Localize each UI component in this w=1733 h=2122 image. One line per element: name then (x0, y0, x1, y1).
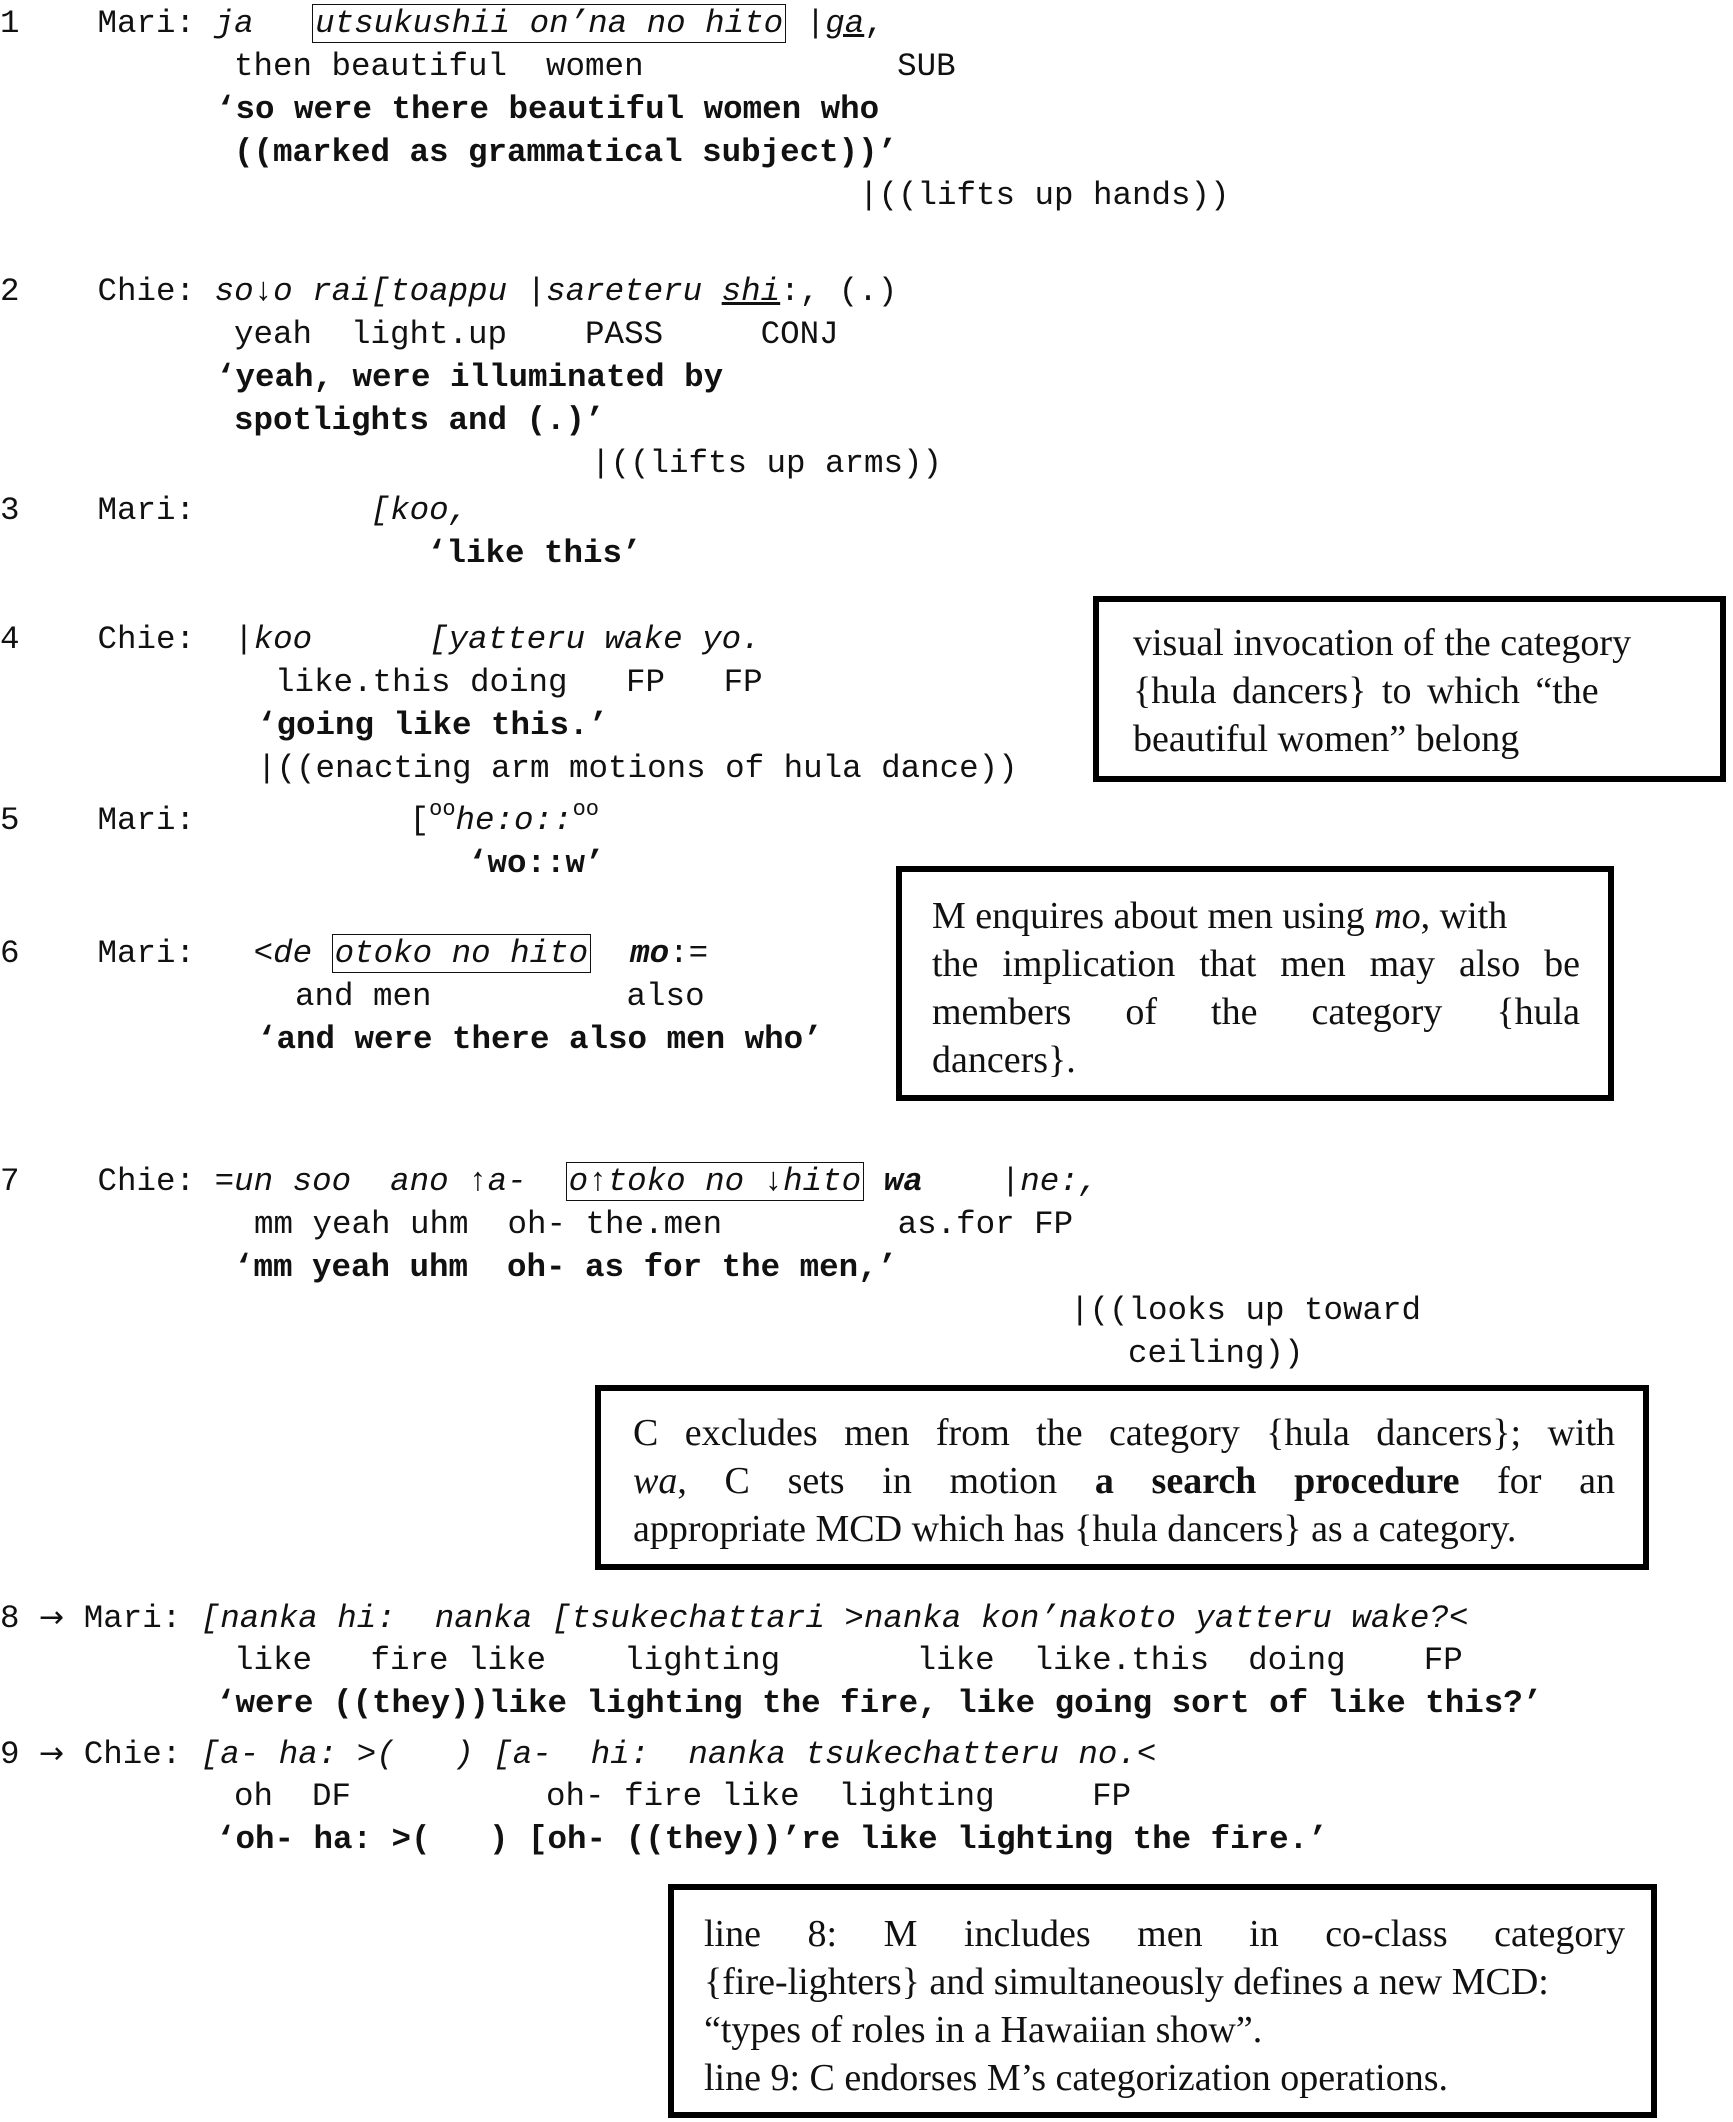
line-number: 7 (0, 1163, 20, 1200)
punctuation: , (864, 5, 884, 42)
conjunction: shi (721, 273, 781, 310)
speaker: Mari: (83, 1600, 182, 1637)
line-8-translation: ‘were ((they))like lighting the fire, like going sort of like this?’ (216, 1685, 1543, 1722)
line-1-translation-2: ((marked as grammatical subject))’ (234, 134, 898, 171)
speaker: Chie: (97, 1163, 196, 1200)
japanese-word: ja (214, 5, 254, 42)
line-2-translation-1: ‘yeah, were illuminated by (216, 359, 724, 396)
line-4-translation: ‘going like this.’ (257, 707, 609, 744)
line-6-gloss: and men also (295, 978, 705, 1015)
speaker: Chie: (97, 621, 196, 658)
speaker: Mari: (97, 935, 196, 972)
annotation-box-search-procedure (595, 1385, 1649, 1570)
subject-marker: ga (825, 5, 865, 42)
line-6-header (0, 932, 708, 975)
annotation-text: wa, C sets in motion a search procedure for an (633, 1460, 1615, 1502)
annotation-box-men-inquiry (896, 866, 1614, 1101)
speaker: Mari: (97, 5, 196, 42)
annotation-text: dancers}. (932, 1039, 1076, 1081)
line-number: 1 (0, 5, 20, 42)
japanese-utterance: [nanka hi: nanka [tsukechattari >nanka kon’nakoto yatteru wake?< (200, 1600, 1469, 1637)
line-2-translation-2: spotlights and (.)’ (234, 402, 605, 439)
line-1-gesture: |((lifts up hands)) (859, 177, 1230, 214)
line-number: 3 (0, 492, 20, 529)
boxed-category-term: otoko no hito (332, 934, 592, 973)
quiet-marker: oo (572, 797, 599, 822)
line-7-translation: ‘mm yeah uhm oh- as for the men,’ (234, 1249, 898, 1286)
annotation-text: beautiful women” belong (1133, 718, 1520, 760)
japanese-utterance: [koo, (370, 492, 469, 529)
line-9-translation: ‘oh- ha: >( ) [oh- ((they))’re like lighting the fire.’ (216, 1821, 1328, 1858)
annotation-text: visual invocation of the category (1133, 622, 1632, 664)
line-2-gesture: |((lifts up arms)) (591, 445, 943, 482)
line-7-gesture-2: ceiling)) (1128, 1335, 1304, 1372)
line-9-header (0, 1732, 1156, 1776)
japanese-utterance: [a- ha: >( ) [a- hi: nanka tsukechatteru no.< (200, 1736, 1157, 1773)
pause: :, (.) (780, 273, 898, 310)
line-8-header (0, 1596, 1468, 1640)
arrow-right-icon: → (39, 1600, 65, 1635)
boxed-category-term: o↑toko no ↓hito (566, 1162, 865, 1201)
annotation-text: members of the category {hula (932, 991, 1580, 1033)
overlap-bracket: [ (409, 802, 430, 839)
annotation-text: appropriate MCD which has {hula dancers} as a category. (633, 1508, 1517, 1550)
line-7-header (0, 1160, 1098, 1203)
line-5-translation: ‘wo::w’ (468, 845, 605, 882)
line-2-gloss: yeah light.up PASS CONJ (234, 316, 839, 353)
annotation-box-hula-category (1093, 596, 1726, 782)
line-2-header (0, 270, 897, 313)
line-3-translation: ‘like this’ (427, 535, 642, 572)
line-9-gloss: oh DF oh- fire like lighting FP (234, 1778, 1132, 1815)
annotation-text: line 9: C endorses M’s categorization operations. (704, 2057, 1448, 2099)
line-4-gloss: like.this doing FP FP (275, 664, 763, 701)
line-1-translation-1: ‘so were there beautiful women who (216, 91, 880, 128)
annotation-text: {fire-lighters} and simultaneously defines a new MCD: (704, 1961, 1549, 2003)
line-7-gloss: mm yeah uhm oh- the.men as.for FP (254, 1206, 1074, 1243)
line-1-gloss: then beautiful women SUB (234, 48, 956, 85)
line-8-gloss: like fire like lighting like like.this doing FP (234, 1642, 1463, 1679)
annotation-text: line 8: M includes men in co-class category (704, 1913, 1625, 1955)
line-number: 8 (0, 1600, 20, 1637)
line-7-gesture-1: |((looks up toward (1070, 1292, 1422, 1329)
japanese-utterance: |koo [yatteru wake yo. (234, 621, 761, 658)
line-number: 2 (0, 273, 20, 310)
annotation-text: “types of roles in a Hawaiian show”. (704, 2009, 1263, 2051)
line-4-header (0, 618, 761, 661)
line-5-header (0, 799, 599, 842)
annotation-box-co-class (668, 1884, 1657, 2118)
speaker: Chie: (97, 273, 196, 310)
line-3-header (0, 489, 468, 532)
annotation-text: M enquires about men using mo, with (932, 895, 1508, 937)
annotation-text: {hula dancers} to which “the (1133, 670, 1599, 712)
japanese-utterance: so↓o rai[toappu |sareteru (214, 273, 722, 310)
arrow-right-icon: → (39, 1736, 65, 1771)
annotation-text: C excludes men from the category {hula dancers}; with (633, 1412, 1615, 1454)
japanese-utterance: =un soo ano ↑a- (214, 1163, 566, 1200)
particle-wa: wa (883, 1163, 923, 1200)
latching: := (669, 935, 709, 972)
speaker: Chie: (83, 1736, 182, 1773)
japanese-utterance-end: |ne:, (922, 1163, 1099, 1200)
speaker: Mari: (97, 802, 196, 839)
line-1-header (0, 2, 884, 45)
line-number: 6 (0, 935, 20, 972)
line-number: 4 (0, 621, 20, 658)
japanese-utterance: he:o:: (455, 802, 573, 839)
quiet-marker: oo (429, 797, 456, 822)
boxed-category-term: utsukushii on’na no hito (312, 4, 786, 43)
line-number: 9 (0, 1736, 20, 1773)
annotation-text: the implication that men may also be (932, 943, 1580, 985)
line-4-gesture: |((enacting arm motions of hula dance)) (257, 750, 1018, 787)
line-6-translation: ‘and were there also men who’ (257, 1021, 823, 1058)
line-number: 5 (0, 802, 20, 839)
speaker: Mari: (97, 492, 196, 529)
japanese-word: <de (253, 935, 332, 972)
particle-mo: mo (630, 935, 670, 972)
gesture-marker: | (805, 5, 826, 42)
